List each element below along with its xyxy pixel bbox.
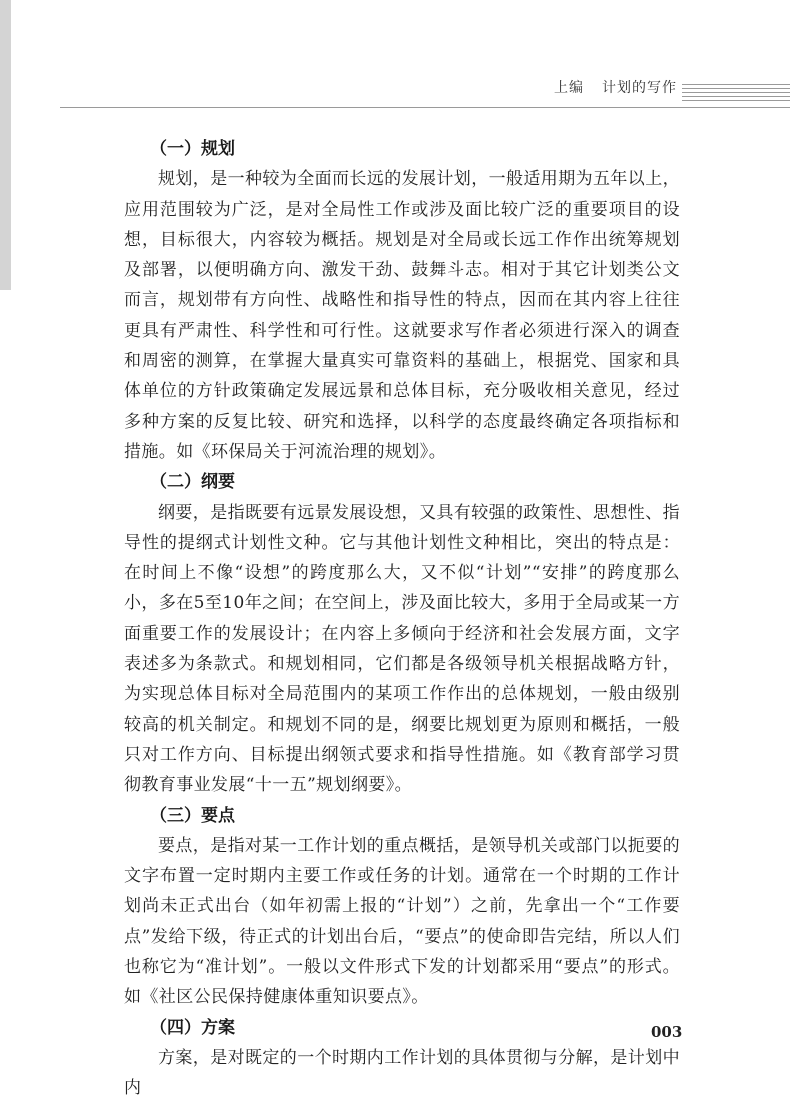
section-paragraph: 规划，是一种较为全面而长远的发展计划，一般适用期为五年以上，应用范围较为广泛，是对全局性工作或涉及面比较广泛的重要项目的设想，目标很大，内容较为概括。规划是对全局或长远工作作出统筹规划及部署，以便明确方向、激发干劲、鼓舞斗志。相对于其它计划类公文而言，规划带有方向性、战略性和指导性的特点，因而在其内容上往往更具有严肃性、科学性和可行性。这就要求写作者必须进行深入的调查和周密的测算，在掌握大量真实可靠资料的基础上，根据党、国家和具体单位的方针政策确定发展远景和总体目标，充分吸收相关意见，经过多种方案的反复比较、研究和选择，以科学的态度最终确定各项指标和措施。如《环保局关于河流治理的规划》。 xyxy=(124,169,680,462)
section-scheme xyxy=(124,1013,683,1104)
page-edge-strip xyxy=(0,0,11,290)
section-title: （二）纲要 xyxy=(150,472,235,493)
header-rule xyxy=(682,88,790,89)
header-rule xyxy=(682,84,790,85)
page-body xyxy=(124,134,683,1104)
page-number: 003 xyxy=(651,1023,683,1041)
section-title: （三）要点 xyxy=(150,805,235,826)
header-divider xyxy=(60,107,790,108)
running-head-part: 上编 xyxy=(554,80,584,96)
running-head xyxy=(554,77,677,97)
section-outline xyxy=(124,467,680,800)
section-paragraph: 方案，是对既定的一个时期内工作计划的具体贯彻与分解，是计划中内 xyxy=(124,1047,680,1099)
section-title: （一）规划 xyxy=(150,139,235,159)
header-rule xyxy=(682,96,790,97)
section-paragraph: 要点，是指对某一工作计划的重点概括，是领导机关或部门以扼要的文字布置一定时期内主要工作或任务的计划。通常在一个时期的工作计划尚未正式出台（如年初需上报的“计划”）之前，先拿出一个“工作要点”发给下级，待正式的计划出台后，“要点”的使命即告完结，所以人们也称它为“准计划”。一般以文件形式下发的计划都采用“要点”的形式。如《社区公民保持健康体重知识要点》。 xyxy=(124,835,680,1008)
section-paragraph: 纲要，是指既要有远景发展设想，又具有较强的政策性、思想性、指导性的提纲式计划性文种。它与其他计划性文种相比，突出的特点是：在时间上不像“设想”的跨度那么大，又不似“计划”“安排”的跨度那么小，多在5至10年之间；在空间上，涉及面比较大，多用于全局或某一方面重要工作的发展设计；在内容上多倾向于经济和社会发展方面，文字表述多为条款式。和规划相同，它们都是各级领导机关根据战略方针，为实现总体目标对全局范围内的某项工作作出的总体规划，一般由级别较高的机关制定。和规划不同的是，纲要比规划更为原则和概括，一般只对工作方向、目标提出纲领式要求和指导性措施。如《教育部学习贯彻教育事业发展“十一五”规划纲要》。 xyxy=(124,502,680,796)
header-rule xyxy=(682,100,790,101)
section-key-points xyxy=(124,801,680,1013)
section-planning xyxy=(124,134,680,467)
running-head-chapter: 计划的写作 xyxy=(602,80,677,96)
section-title: （四）方案 xyxy=(150,1017,235,1038)
header-rule xyxy=(682,92,790,93)
